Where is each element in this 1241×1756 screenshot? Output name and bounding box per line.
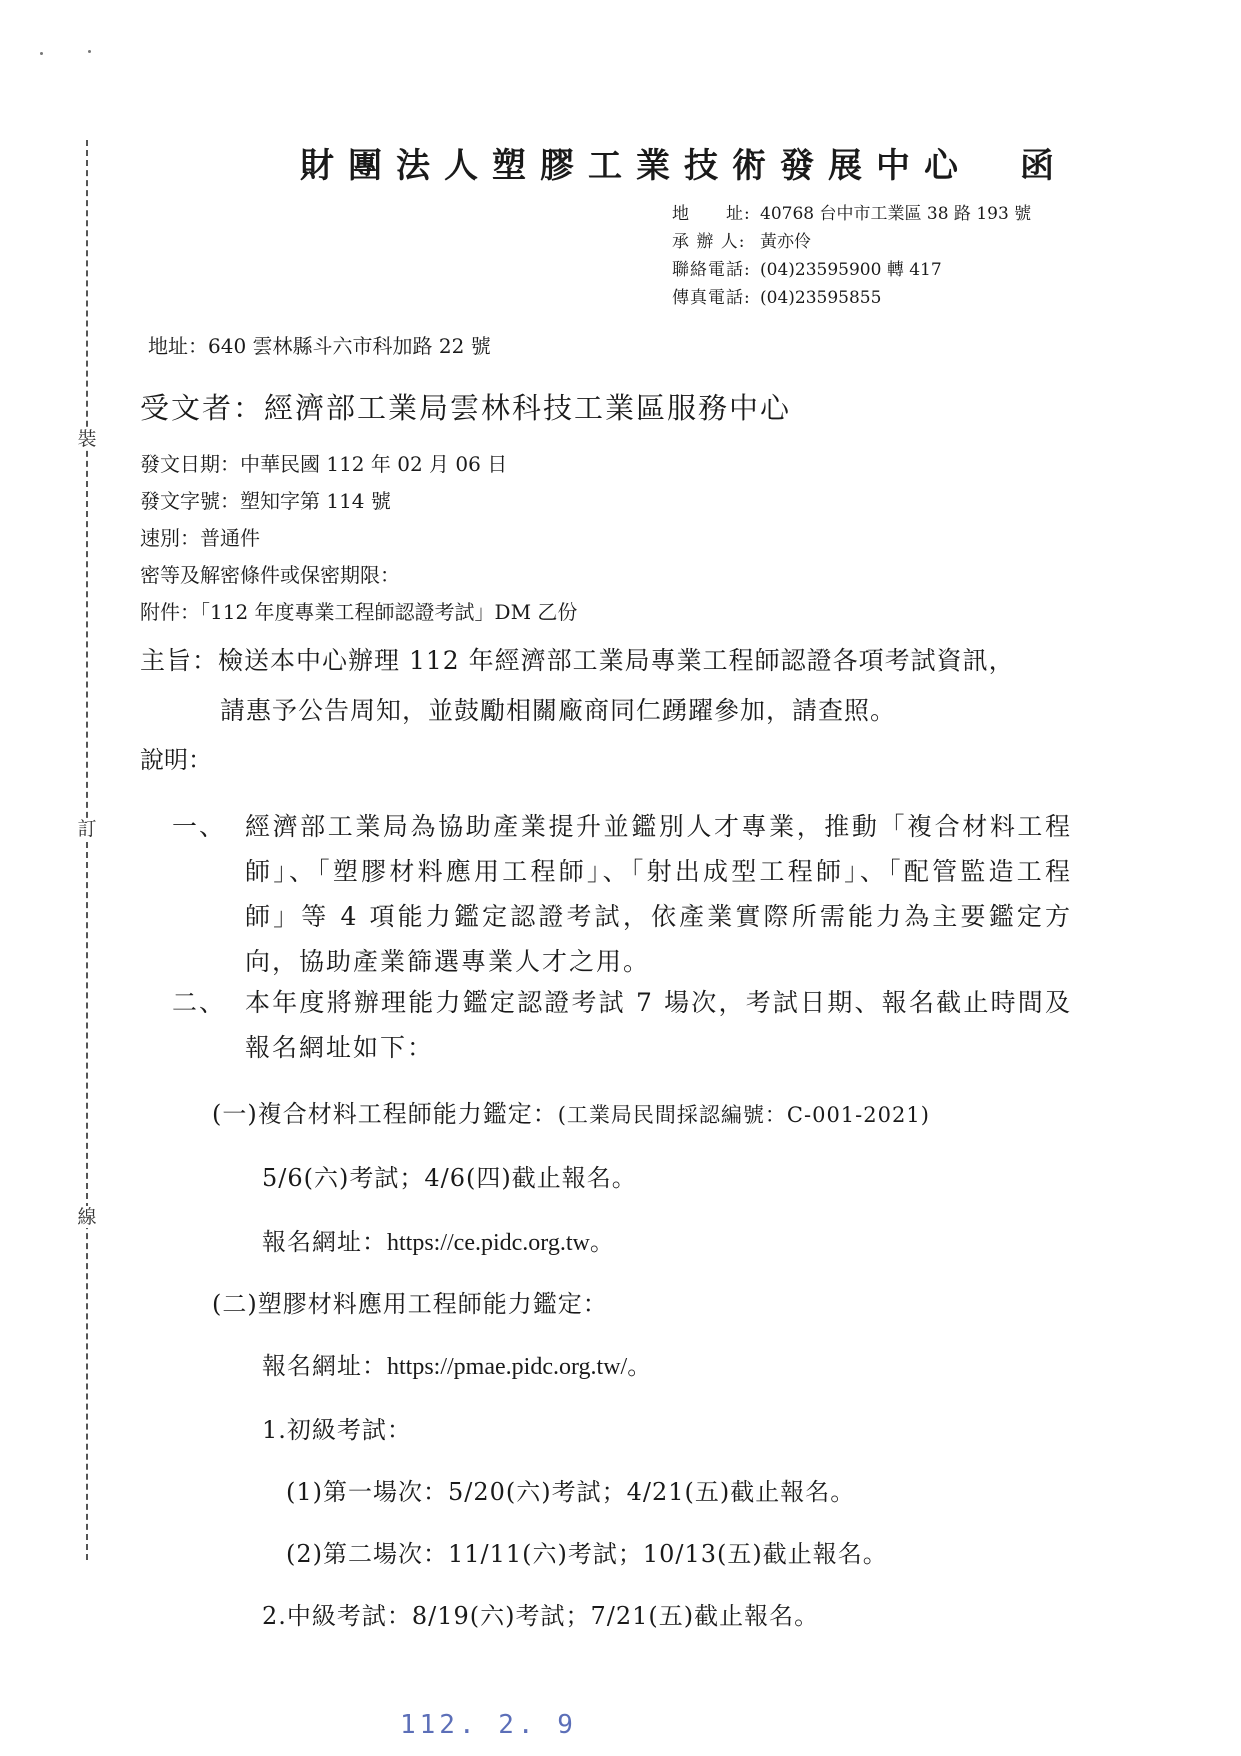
subject-line-2: 請惠予公告周知，並鼓勵相關廠商同仁踴躍參加，請查照。 <box>220 696 897 725</box>
contact-value: 黃亦伶 <box>760 232 811 252</box>
subject <box>140 636 1015 736</box>
item-text: 本年度將辦理能力鑑定認證考試 7 場次，考試日期、報名截止時間及報名網址如下： <box>245 988 1072 1062</box>
section-1-heading <box>212 1094 930 1129</box>
sender-contact-block <box>672 200 1031 312</box>
section-1-title: (一)複合材料工程師能力鑑定： <box>212 1100 558 1128</box>
section-2-level-1-session-2: (2)第二場次：11/11(六)考試；10/13(五)截止報名。 <box>286 1540 888 1568</box>
contact-label: 聯絡電話: <box>672 260 751 280</box>
section-2-level-2: 2.中級考試：8/19(六)考試；7/21(五)截止報名。 <box>262 1602 820 1630</box>
contact-label: 地 址: <box>672 204 751 224</box>
document-number: 發文字號：塑知字第 114 號 <box>140 489 391 513</box>
document-meta <box>140 446 577 631</box>
section-2-registration <box>262 1346 652 1381</box>
item-number: 二、 <box>172 988 227 1017</box>
received-date-stamp: 112. 2. 9 <box>400 1710 577 1740</box>
contact-label: 傳真電話: <box>672 288 751 308</box>
binding-line <box>86 140 88 1560</box>
explanation-item-1 <box>172 804 1072 984</box>
urgency: 速別：普通件 <box>140 526 260 550</box>
url-label: 報名網址： <box>262 1228 387 1256</box>
recipient: 受文者：經濟部工業局雲林科技工業區服務中心 <box>140 391 792 425</box>
confidentiality: 密等及解密條件或保密期限： <box>140 563 400 587</box>
url-end: 。 <box>627 1352 653 1380</box>
contact-value: 40768 台中市工業區 38 路 193 號 <box>760 204 1032 224</box>
section-1-note: (工業局民間採認編號：C-001-2021) <box>557 1103 930 1127</box>
sender-address-row <box>672 200 1031 228</box>
contact-value: (04)23595900 轉 417 <box>760 260 942 280</box>
issue-date: 發文日期：中華民國 112 年 02 月 06 日 <box>140 452 508 476</box>
url-end: 。 <box>589 1228 615 1256</box>
binding-mark-bind: 裝 <box>77 428 97 450</box>
binding-mark-line: 線 <box>77 1206 97 1228</box>
sender-fax-row <box>672 284 1031 312</box>
section-2-heading: (二)塑膠材料應用工程師能力鑑定： <box>212 1290 608 1318</box>
attachment: 附件：「112 年度專業工程師認證考試」DM 乙份 <box>140 600 578 624</box>
document-title: 財團法人塑膠工業技術發展中心 函 <box>300 146 1068 186</box>
contact-value: (04)23595855 <box>760 288 882 308</box>
section-2-level-1-session-1: (1)第一場次：5/20(六)考試；4/21(五)截止報名。 <box>286 1478 856 1506</box>
sender-handler-row <box>672 228 1031 256</box>
item-text: 經濟部工業局為協助產業提升並鑑別人才專業，推動「複合材料工程師」、「塑膠材料應用工程師」、「射出成型工程師」、「配管監造工程師」等 4 項能力鑑定認證考試，依產業實際所需能力為主要鑑定方向，協助產業篩選專業人才之用。 <box>245 812 1072 976</box>
subject-line-1: 主旨：檢送本中心辦理 112 年經濟部工業局專業工程師認證各項考試資訊， <box>140 646 1015 675</box>
section-2-level-1: 1.初級考試： <box>262 1416 412 1444</box>
registration-url: https://ce.pidc.org.tw <box>387 1230 590 1256</box>
scan-speck <box>88 50 91 53</box>
section-1-exam: 5/6(六)考試；4/6(四)截止報名。 <box>262 1164 637 1192</box>
item-number: 一、 <box>172 812 227 841</box>
scan-speck <box>40 52 43 55</box>
registration-url: https://pmae.pidc.org.tw/ <box>387 1354 628 1380</box>
section-1-registration <box>262 1222 615 1257</box>
explanation-label: 說明： <box>140 746 212 774</box>
url-label: 報名網址： <box>262 1352 387 1380</box>
sender-phone-row <box>672 256 1031 284</box>
recipient-address: 地址：640 雲林縣斗六市科加路 22 號 <box>148 334 491 358</box>
binding-mark-staple: 訂 <box>77 818 97 840</box>
explanation-item-2 <box>172 980 1072 1070</box>
contact-label: 承 辦 人: <box>672 232 746 252</box>
